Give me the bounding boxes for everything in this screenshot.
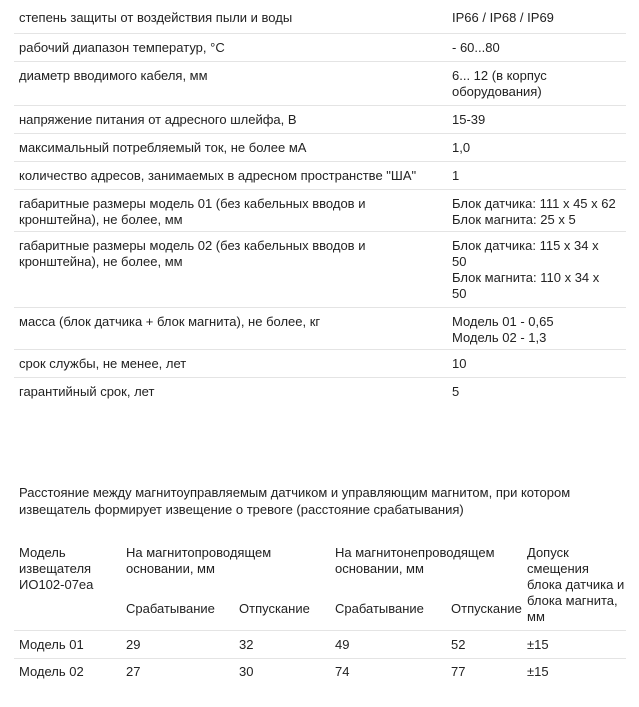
row-model: Модель 01 — [19, 637, 84, 652]
spec-value: 1 — [452, 168, 460, 183]
row-tolerance: ±15 — [527, 637, 549, 652]
subheader-trigger: Срабатывание — [126, 601, 215, 616]
spec-row — [14, 134, 626, 162]
spec-key: максимальный потребляемый ток, не более мА — [19, 140, 307, 155]
specifications-table — [14, 4, 626, 406]
row-tolerance: ±15 — [527, 664, 549, 679]
spec-row — [14, 162, 626, 190]
spec-row — [14, 106, 626, 134]
spec-value: 6... 12 (в корпус оборудования) — [452, 68, 547, 99]
spec-row — [14, 62, 626, 106]
spec-value — [446, 238, 626, 302]
spec-key: гарантийный срок, лет — [19, 384, 155, 399]
row-nonmag-trigger: 49 — [335, 637, 350, 652]
spec-value-line: Блок датчика: 115 х 34 х 50 — [452, 238, 599, 269]
header-tolerance: Допуск смещения блока датчика и блока магнита, мм — [527, 545, 625, 624]
header-magnetic-base: На магнитопроводящем основании, мм — [126, 545, 272, 576]
row-mag-release: 32 — [239, 637, 254, 652]
spec-row — [14, 34, 626, 62]
spec-value: IP66 / IP68 / IP69 — [452, 10, 554, 25]
spec-value: 5 — [452, 384, 460, 399]
spec-key: рабочий диапазон температур, °С — [19, 40, 225, 55]
subheader-release: Отпускание — [239, 601, 310, 616]
spec-key: габаритные размеры модель 02 (без кабельных вводов и кронштейна), не более, мм — [19, 238, 366, 269]
spec-key: срок службы, не менее, лет — [19, 356, 187, 371]
header-model: Модель извещателя ИО102-07еа — [19, 545, 94, 592]
spec-row — [14, 308, 626, 350]
spec-value-line: Модель 02 - 1,3 — [452, 330, 547, 345]
spec-key: диаметр вводимого кабеля, мм — [19, 68, 208, 83]
spec-value: 15-39 — [452, 112, 486, 127]
spec-value — [446, 314, 626, 344]
header-nonmagnetic-base: На магнитонепроводящем основании, мм — [335, 545, 495, 576]
spec-key: габаритные размеры модель 01 (без кабельных вводов и кронштейна), не более, мм — [19, 196, 366, 227]
spec-key: напряжение питания от адресного шлейфа, В — [19, 112, 297, 127]
spec-row — [14, 4, 626, 34]
row-mag-trigger: 29 — [126, 637, 141, 652]
spec-key: количество адресов, занимаемых в адресном пространстве "ША" — [19, 168, 417, 183]
subheader-trigger: Срабатывание — [335, 601, 424, 616]
spec-value: 10 — [452, 356, 467, 371]
spec-value — [446, 196, 626, 226]
spec-value-line: Блок датчика: 111 х 45 х 62 — [452, 196, 616, 211]
spec-value: - 60...80 — [452, 40, 500, 55]
table-divider — [14, 630, 626, 631]
row-mag-trigger: 27 — [126, 664, 141, 679]
spec-row — [14, 350, 626, 378]
row-nonmag-release: 52 — [451, 637, 466, 652]
subheader-release: Отпускание — [451, 601, 522, 616]
row-nonmag-release: 77 — [451, 664, 466, 679]
trigger-distance-note: Расстояние между магнитоуправляемым датчиком и управляющим магнитом, при котором извещатель формирует извещение о тревоге (расстояние срабатывания) — [19, 485, 571, 517]
spec-key: степень защиты от воздействия пыли и воды — [19, 10, 293, 25]
spec-value-line: Блок магнита: 110 х 34 х 50 — [452, 270, 600, 301]
spec-value-line: Блок магнита: 25 х 5 — [452, 212, 576, 227]
row-model: Модель 02 — [19, 664, 84, 679]
spec-value: 1,0 — [452, 140, 471, 155]
spec-row — [14, 190, 626, 232]
table-divider — [14, 658, 626, 659]
row-nonmag-trigger: 74 — [335, 664, 350, 679]
spec-key: масса (блок датчика + блок магнита), не более, кг — [19, 314, 321, 329]
row-mag-release: 30 — [239, 664, 254, 679]
spec-row — [14, 232, 626, 308]
spec-row — [14, 378, 626, 406]
spec-value-line: Модель 01 - 0,65 — [452, 314, 554, 329]
